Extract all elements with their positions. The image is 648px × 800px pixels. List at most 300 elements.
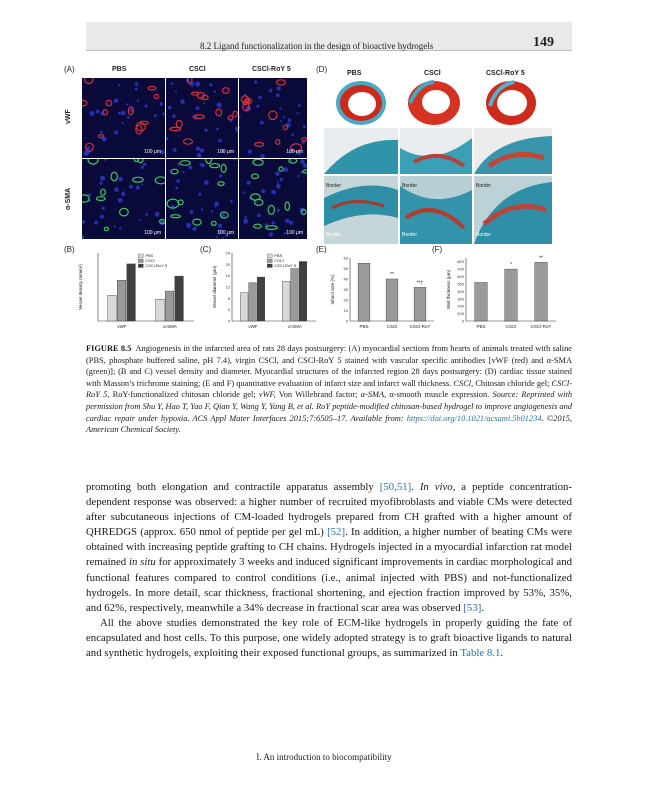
panel-b-letter: (B) xyxy=(64,245,75,254)
vwf-vessel-mark xyxy=(222,88,229,94)
panel-a-row-asma: α-SMA xyxy=(65,187,72,210)
text-run: promoting both elongation and contractile apparatus assembly xyxy=(86,481,374,493)
panel-d-letter: (D) xyxy=(316,65,328,74)
nucleus-dot xyxy=(154,114,157,117)
panel-a-col-csci-roy: CSCl-RoY 5 xyxy=(252,66,291,73)
nucleus-dot xyxy=(141,184,143,186)
figure-label: FIGURE 8.5 xyxy=(86,344,132,353)
nucleus-dot xyxy=(297,175,299,177)
nucleus-dot xyxy=(261,189,265,193)
panel-a-col-csci: CSCl xyxy=(189,66,206,73)
nucleus-dot xyxy=(291,133,294,136)
nucleus-dot xyxy=(275,171,280,176)
asma-vessel-mark xyxy=(180,161,190,166)
panel-d-col-csci: CSCl xyxy=(424,70,441,77)
nucleus-dot xyxy=(94,221,98,225)
nucleus-dot xyxy=(289,221,293,225)
asma-vessel-mark xyxy=(252,174,259,179)
y-tick-label: 800 xyxy=(457,259,464,265)
nucleus-dot xyxy=(243,219,248,224)
nucleus-dot xyxy=(257,214,261,218)
legend-swatch xyxy=(267,264,272,268)
asma-vessel-mark xyxy=(210,164,220,168)
nucleus-dot xyxy=(139,219,141,221)
nucleus-dot xyxy=(162,112,165,115)
scale-bar-label: 100 μm xyxy=(144,149,161,155)
nucleus-dot xyxy=(218,139,222,143)
text-run: , a peptide concentration-dependent response was observed: a higher number of recruited myofibroblasts and viable CMs were detected after subcutaneous injections of CM-loaded hydrogels prepared from CH grafted with a higher amount of QHREDGS (approx. 650 nmol of peptide per gel mL) xyxy=(86,481,573,539)
text-run: . xyxy=(500,647,504,660)
nucleus-dot xyxy=(269,232,273,236)
asma-vessel-mark xyxy=(268,205,274,214)
nucleus-dot xyxy=(96,110,100,114)
nucleus-dot xyxy=(176,179,180,183)
nucleus-dot xyxy=(222,237,224,239)
asma-vessel-mark xyxy=(285,202,289,210)
scale-bar-label: 100 μm xyxy=(217,149,234,155)
heart-section-csci-roy xyxy=(486,81,536,125)
x-tick-label: α-SMA xyxy=(288,324,302,329)
nucleus-dot xyxy=(126,103,128,105)
nucleus-dot xyxy=(277,181,279,183)
vwf-vessel-mark xyxy=(255,143,264,147)
nucleus-dot xyxy=(247,181,251,185)
asma-vessel-mark xyxy=(111,172,117,181)
asma-vessel-mark xyxy=(96,197,105,201)
bar xyxy=(249,283,257,321)
vwf-vessel-mark xyxy=(228,116,233,120)
nucleus-dot xyxy=(182,171,184,173)
bar xyxy=(505,269,518,321)
nucleus-dot xyxy=(175,186,178,189)
legend-label: CSCl xyxy=(274,258,284,263)
y-tick-label: 600 xyxy=(457,274,464,280)
y-tick-label: 0 xyxy=(461,318,464,324)
asma-csci-roy-stain xyxy=(239,159,307,239)
nucleus-dot xyxy=(200,163,202,165)
nucleus-dot xyxy=(204,129,207,132)
nucleus-dot xyxy=(277,209,280,212)
chart-b-vessel-density xyxy=(76,247,198,333)
y-tick-label: 10 xyxy=(343,308,348,313)
y-tick-label: 60 xyxy=(343,255,348,261)
legend-swatch xyxy=(138,254,143,258)
vwf-csci-stain xyxy=(166,78,238,158)
citation-link[interactable]: [50,51] xyxy=(379,481,412,493)
nucleus-dot xyxy=(118,177,123,182)
nucleus-dot xyxy=(209,83,212,86)
nucleus-dot xyxy=(197,153,202,158)
caption-abbr-csci-roy: CSCl-RoY 5, xyxy=(86,378,573,400)
nucleus-dot xyxy=(173,148,177,152)
text-run-italic: In vivo xyxy=(419,481,453,493)
x-tick-label: CSCl xyxy=(386,324,398,329)
section-title: 8.2 Ligand functionalization in the design of bioactive hydrogels xyxy=(200,41,434,51)
nucleus-dot xyxy=(118,84,120,86)
nucleus-dot xyxy=(118,112,121,115)
vwf-vessel-mark xyxy=(184,139,193,144)
panel-e-letter: (E) xyxy=(316,245,327,254)
bar xyxy=(299,262,307,322)
nucleus-dot xyxy=(100,176,105,181)
bar xyxy=(156,299,165,321)
nucleus-dot xyxy=(233,159,236,161)
asma-vessel-mark xyxy=(218,182,224,186)
y-axis-label: Vessel diameter (μm) xyxy=(212,265,217,309)
bar xyxy=(257,277,265,321)
nucleus-dot xyxy=(243,191,245,193)
micrograph-vwf-pbs xyxy=(82,78,165,158)
nucleus-dot xyxy=(213,90,216,93)
vwf-vessel-mark xyxy=(233,111,237,116)
nucleus-dot xyxy=(188,165,192,169)
asma-vessel-mark xyxy=(155,177,165,184)
nucleus-dot xyxy=(122,122,124,124)
caption-text: α-smooth muscle expression. xyxy=(389,390,490,400)
vwf-vessel-mark xyxy=(302,138,307,141)
nucleus-dot xyxy=(82,235,84,239)
asma-vessel-mark xyxy=(266,226,277,230)
asma-pbs-stain xyxy=(82,159,165,239)
y-tick-label: 500 xyxy=(457,281,464,287)
nucleus-dot xyxy=(200,148,204,152)
nucleus-dot xyxy=(102,207,105,210)
nucleus-dot xyxy=(172,115,175,118)
chart-e-infarct-size xyxy=(328,252,438,333)
bar xyxy=(282,281,290,321)
y-tick-label: 100 xyxy=(457,311,464,317)
vwf-vessel-mark xyxy=(82,100,87,106)
nucleus-dot xyxy=(276,184,281,189)
nucleus-dot xyxy=(203,102,205,104)
asma-vessel-mark xyxy=(206,159,212,164)
nucleus-dot xyxy=(239,126,241,128)
text-run: . xyxy=(481,601,485,614)
vwf-vessel-mark xyxy=(283,125,287,129)
panel-d-border-label-1: Border xyxy=(326,183,342,189)
nucleus-dot xyxy=(216,236,218,238)
y-axis-label: Vessel density (n/mm²) xyxy=(78,264,83,310)
nucleus-dot xyxy=(168,106,171,109)
bar xyxy=(475,283,488,322)
nucleus-dot xyxy=(136,185,140,189)
chart-f-wall-thickness xyxy=(444,252,560,333)
bar xyxy=(291,269,299,321)
caption-text: Chitosan chloride gel; xyxy=(475,378,550,388)
nucleus-dot xyxy=(104,159,107,161)
vwf-vessel-mark xyxy=(98,135,103,138)
asma-vessel-mark xyxy=(171,215,180,218)
asma-vessel-mark xyxy=(303,170,307,173)
text-run: for approximately 3 weeks and induced significant improvements in cardiac morphological and functional features compared to control conditions (i.e., animal injected with PBS) and not-functionalized hydrogels. In more detail, scar thickness, fractional shortening, and ejection fraction improved by 53%, 35%, and 62%, respectively, meanwhile a 34% decrease in fractional scar area was observed xyxy=(86,556,573,614)
nucleus-dot xyxy=(303,125,306,128)
panel-c-letter: (C) xyxy=(200,245,212,254)
nucleus-dot xyxy=(100,215,104,219)
panel-d-border-label-3: Border xyxy=(476,183,492,189)
bar xyxy=(117,280,126,321)
nucleus-dot xyxy=(171,82,174,85)
vwf-vessel-mark xyxy=(85,78,93,84)
asma-vessel-mark xyxy=(251,194,260,200)
nucleus-dot xyxy=(297,112,299,114)
nucleus-dot xyxy=(260,121,264,125)
significance-marker: ** xyxy=(390,272,394,278)
nucleus-dot xyxy=(211,210,214,213)
heart-section-pbs xyxy=(336,81,386,125)
caption-copyright: . ©2015, American Chemical Society. xyxy=(86,413,573,435)
panel-d-col-pbs: PBS xyxy=(347,70,362,77)
caption-text: Von Willebrand factor; xyxy=(278,390,358,400)
panel-d-masson-trichrome xyxy=(324,78,552,244)
nucleus-dot xyxy=(280,178,283,181)
y-tick-label: 12 xyxy=(225,284,230,290)
micrograph-asma-csci-roy xyxy=(239,159,307,239)
nucleus-dot xyxy=(204,180,209,185)
bar xyxy=(175,276,184,321)
legend-swatch xyxy=(267,254,272,258)
masson-tissue-row-2 xyxy=(324,176,552,244)
nucleus-dot xyxy=(129,185,133,189)
vwf-vessel-mark xyxy=(103,110,108,115)
nucleus-dot xyxy=(141,166,144,169)
y-axis-label: Infarct size (%) xyxy=(330,274,335,305)
micrograph-vwf-csci-roy xyxy=(239,78,307,158)
nucleus-dot xyxy=(248,150,252,154)
bar xyxy=(127,264,136,321)
nucleus-dot xyxy=(143,163,146,166)
nucleus-dot xyxy=(119,227,121,229)
scale-bar-label: 100 μm xyxy=(144,230,161,236)
y-tick-label: 50 xyxy=(343,266,348,271)
y-tick-label: 24 xyxy=(225,250,230,256)
figure-caption xyxy=(86,343,572,436)
bar xyxy=(535,262,548,321)
x-tick-label: CSCl-RoY xyxy=(409,324,431,329)
nucleus-dot xyxy=(127,116,130,119)
y-tick-label: 0 xyxy=(345,318,348,324)
caption-abbr-asma: α-SMA, xyxy=(360,390,387,400)
nucleus-dot xyxy=(190,210,194,214)
significance-marker: **† xyxy=(416,280,424,287)
y-tick-label: 400 xyxy=(457,288,464,294)
significance-marker: * xyxy=(510,262,512,269)
nucleus-dot xyxy=(175,90,177,92)
nucleus-dot xyxy=(219,174,222,177)
asma-csci-stain xyxy=(166,159,238,239)
micrograph-asma-csci xyxy=(166,159,238,239)
nucleus-dot xyxy=(288,118,292,122)
asma-vessel-mark xyxy=(193,219,201,225)
nucleus-dot xyxy=(283,116,285,118)
paragraph-2 xyxy=(86,616,572,661)
vwf-vessel-mark xyxy=(154,95,158,99)
nucleus-dot xyxy=(214,206,216,208)
bar xyxy=(240,293,248,321)
y-tick-label: 16 xyxy=(225,273,230,279)
nucleus-dot xyxy=(87,146,91,150)
asma-vessel-mark xyxy=(82,195,89,202)
nucleus-dot xyxy=(90,111,95,116)
nucleus-dot xyxy=(217,103,222,108)
asma-vessel-mark xyxy=(133,177,143,182)
figure-8-5 xyxy=(62,62,562,337)
citation-link[interactable]: [53] xyxy=(463,601,482,614)
caption-text: RoY-functionalized chitosan chloride gel; xyxy=(112,390,256,400)
asma-vessel-mark xyxy=(211,221,216,225)
nucleus-dot xyxy=(196,106,200,110)
nucleus-dot xyxy=(280,120,282,122)
panel-f-letter: (F) xyxy=(432,245,443,254)
nucleus-dot xyxy=(230,200,233,203)
heart-section-csci xyxy=(408,81,460,125)
nucleus-dot xyxy=(303,163,307,168)
x-tick-label: CSCl xyxy=(505,324,517,329)
nucleus-dot xyxy=(82,220,85,223)
y-tick-label: 40 xyxy=(343,276,348,282)
chart-c-vessel-diameter xyxy=(210,247,320,333)
nucleus-dot xyxy=(186,223,191,228)
asma-vessel-mark xyxy=(279,167,283,171)
body-text xyxy=(86,480,572,661)
panel-d-col-csci-roy: CSCl-RoY 5 xyxy=(486,70,525,77)
bar xyxy=(414,287,426,321)
legend-swatch xyxy=(138,264,143,268)
nucleus-dot xyxy=(218,224,222,228)
legend-label: PBS xyxy=(145,253,154,258)
vwf-vessel-mark xyxy=(170,127,181,130)
nucleus-dot xyxy=(214,201,219,206)
caption-abbr-vwf: vWF, xyxy=(258,390,276,400)
masson-tissue-row-1 xyxy=(324,128,552,174)
panel-d-border-label-4: Border xyxy=(326,232,342,238)
nucleus-dot xyxy=(160,102,163,105)
y-tick-label: 4 xyxy=(227,307,230,313)
panel-d-border-label-6: Border xyxy=(476,232,492,238)
nucleus-dot xyxy=(100,131,103,134)
asma-vessel-mark xyxy=(88,159,98,164)
nucleus-dot xyxy=(121,193,125,197)
nucleus-dot xyxy=(135,88,138,91)
nucleus-dot xyxy=(114,131,118,135)
y-tick-label: 0 xyxy=(227,318,230,324)
nucleus-dot xyxy=(145,105,148,108)
nucleus-dot xyxy=(269,89,273,93)
bar xyxy=(165,291,174,321)
vwf-vessel-mark xyxy=(106,100,112,105)
scale-bar-label: 100 μm xyxy=(217,230,234,236)
nucleus-dot xyxy=(196,146,200,150)
nucleus-dot xyxy=(239,115,241,118)
panel-d-border-label-5: Border xyxy=(402,232,418,238)
panel-d-border-label-2: Border xyxy=(402,183,418,189)
x-tick-label: CSCl-RoY xyxy=(530,324,552,329)
vwf-vessel-mark xyxy=(148,87,156,90)
nucleus-dot xyxy=(260,154,265,158)
text-run: All the above studies demonstrated the key role of ECM-like hydrogels in properly guiding the fate of encapsulated and host cells. To this purpose, one widely adopted strategy is to graft bioactive ligands to natural and synthetic hydrogels, exploiting their exposed functional groups, as summarized in xyxy=(86,616,572,660)
nucleus-dot xyxy=(121,111,126,116)
legend-label: CSCl-RoY 5 xyxy=(145,263,168,268)
paragraph-1 xyxy=(86,480,572,616)
y-tick-label: 300 xyxy=(457,296,464,302)
caption-text: Angiogenesis in the infarcted area of rats 28 days postsurgery: (A) myocardial sections from hearts of animals treated with saline (PBS, phosphate buffered saline, pH 7.4), virgin CSCl, and CSCl-RoY 5 stained with vascular specific antibodies [vWF (red) and α-SMA (green)]; (B and C) vessel density and diameter. Myocardial structures of the infarcted region 28 days postsurgery: (D) cardiac tissue stained with Masson’s trichrome staining; (E and F) quantitative evaluation of infarct size and infarct wall thickness. xyxy=(86,344,572,388)
panel-a-row-vwf: vWF xyxy=(65,109,72,124)
nucleus-dot xyxy=(277,86,281,90)
nucleus-dot xyxy=(114,99,119,104)
nucleus-dot xyxy=(298,104,301,107)
vwf-csci-roy-stain xyxy=(239,78,307,158)
table-ref-link[interactable]: Table 8.1 xyxy=(460,647,501,660)
nucleus-dot xyxy=(272,221,275,224)
nucleus-dot xyxy=(256,105,259,108)
panel-a-col-pbs: PBS xyxy=(112,66,127,73)
nucleus-dot xyxy=(145,213,148,216)
asma-vessel-mark xyxy=(253,159,263,165)
caption-doi-link[interactable]: https://doi.org/10.1021/acsami.5b01234 xyxy=(406,413,542,423)
y-tick-label: 8 xyxy=(227,295,230,301)
nucleus-dot xyxy=(276,93,280,97)
bar xyxy=(386,279,398,321)
page-number: 149 xyxy=(533,35,554,50)
nucleus-dot xyxy=(114,225,116,227)
nucleus-dot xyxy=(254,81,257,84)
vwf-vessel-mark xyxy=(276,80,285,85)
legend-label: CSCl-RoY 5 xyxy=(274,263,296,268)
y-tick-label: 700 xyxy=(457,266,464,272)
nucleus-dot xyxy=(166,137,168,140)
nucleus-dot xyxy=(300,159,305,164)
nucleus-dot xyxy=(198,193,201,196)
page-footer: I. An introduction to biocompatibility xyxy=(256,752,392,762)
nucleus-dot xyxy=(195,81,200,86)
nucleus-dot xyxy=(271,190,276,195)
asma-vessel-mark xyxy=(104,227,108,230)
nucleus-dot xyxy=(171,205,174,208)
x-tick-label: PBS xyxy=(476,324,486,329)
legend-label: CSCl xyxy=(145,258,155,263)
nucleus-dot xyxy=(258,96,262,100)
bar xyxy=(358,263,370,321)
asma-vessel-mark xyxy=(101,189,106,195)
vwf-pbs-stain xyxy=(82,78,165,158)
vwf-vessel-mark xyxy=(276,140,280,145)
asma-vessel-mark xyxy=(221,164,226,172)
legend-swatch xyxy=(267,259,272,263)
nucleus-dot xyxy=(137,99,140,102)
x-tick-label: α-SMA xyxy=(163,324,177,329)
nucleus-dot xyxy=(285,219,289,223)
nucleus-dot xyxy=(192,227,196,231)
nucleus-dot xyxy=(180,99,185,104)
nucleus-dot xyxy=(155,212,160,217)
nucleus-dot xyxy=(99,182,102,185)
text-run: . xyxy=(411,481,414,493)
micrograph-asma-pbs xyxy=(82,159,165,239)
nucleus-dot xyxy=(279,108,281,110)
vwf-vessel-mark xyxy=(269,111,277,120)
x-tick-label: PBS xyxy=(359,324,369,329)
caption-source: Source: Reprinted with permission from Shu Y, Hao T, Yao F, Qian Y, Wang Y, Yang B, et al. RoY peptide-modified chitosan-based hydrogel to improve angiogenesis and cardiac repair under hypoxia. ACS Appl Mater Interfaces 2015;7:6505–17. Available from: xyxy=(86,390,573,423)
caption-abbr-csci: CSCl, xyxy=(453,378,474,388)
nucleus-dot xyxy=(118,198,123,203)
legend-label: PBS xyxy=(274,253,283,258)
panel-a-letter: (A) xyxy=(64,65,75,74)
y-tick-label: 200 xyxy=(457,303,464,309)
significance-marker: ** xyxy=(539,255,543,262)
y-tick-label: 20 xyxy=(343,297,348,303)
nucleus-dot xyxy=(244,216,247,219)
citation-link[interactable]: [52] xyxy=(327,526,346,539)
micrograph-vwf-csci xyxy=(166,78,238,158)
